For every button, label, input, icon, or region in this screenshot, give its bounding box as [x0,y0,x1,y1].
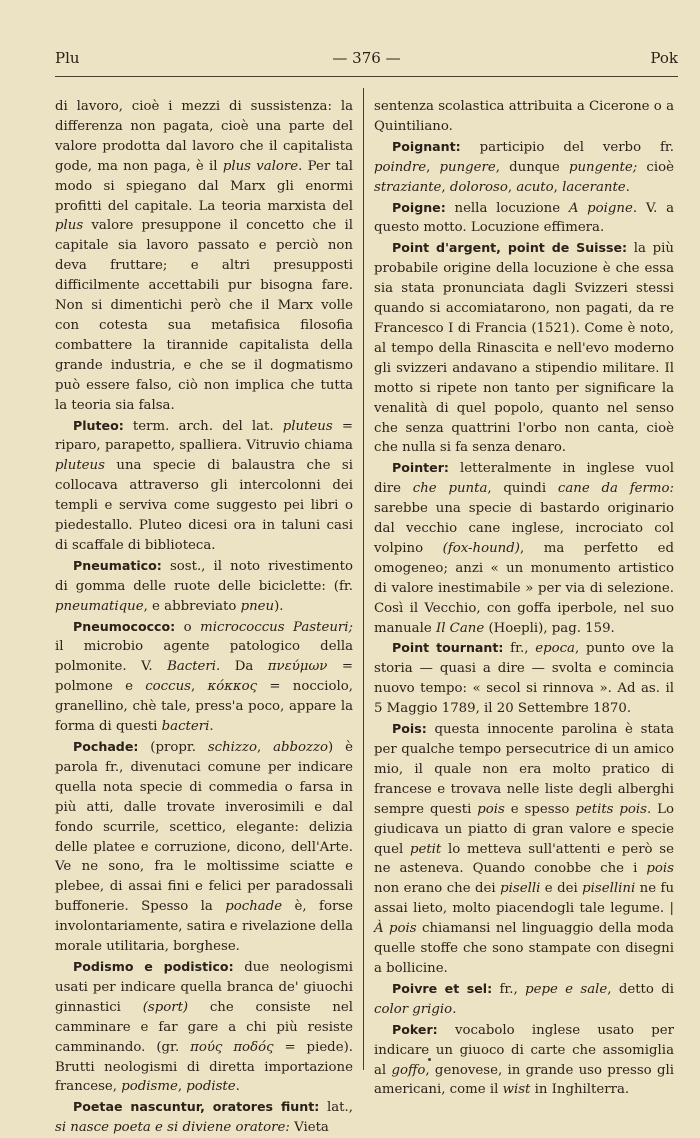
entry-headword: Pluteo: [73,417,124,433]
entry-definition: letteralmente in inglese vuol dire che punta, quindi cane da fermo: sarebbe una specie di bastardo originario dal vecchio cane inglese, incrociato col volpino (fox-hound), ma perfetto ed omogeneo; anzi « un monumento artistico di valore inestimabile » per via di selezione. Così il Vecchio, con goffa iperbole, nel suo manuale Il Cane (Hoepli), pag. 159. [374,461,674,636]
entry-headword: Pointer: [392,460,449,476]
dictionary-entry [55,1097,353,1138]
entry-definition: vocabolo inglese usato per indicare un giuoco di carte che assomiglia al goffo, genovese, in grande uso presso gli americani, come il wist in Inghilterra. [374,1022,674,1098]
dictionary-entry [374,638,674,719]
header-rule [55,76,678,77]
entry-headword: Pois: [392,721,427,737]
entry-definition: fr., epoca, punto ove la storia — quasi a dire — svolta e comincia nuovo tempo: « secol si rinnova ». Ad as. il 5 Maggio 1789, il 20 Settembre 1870. [374,641,674,717]
dictionary-entry [374,979,674,1020]
page-speck [428,1058,431,1061]
header-right-guideword: Pok [650,49,678,67]
left-column [55,97,354,1136]
page-number: — 376 — [332,49,401,67]
entry-headword: Poker: [392,1021,438,1037]
header-left-guideword: Plu [55,49,80,67]
dictionary-entry [55,957,353,1097]
dictionary-entry [55,617,353,737]
entry-headword: Podismo e podistico: [73,958,234,974]
entry-headword: Point tournant: [392,640,504,656]
entry-continuation [374,97,674,137]
entry-headword: Point d'argent, point de Suisse: [392,240,628,256]
dictionary-entry [55,416,353,556]
dictionary-entry [374,1020,674,1101]
entry-headword: Poignant: [392,138,461,154]
dictionary-entry [55,556,353,617]
running-header [55,46,678,70]
entry-definition: lat., si nasce poeta e si diviene oratore: Vieta [55,1100,353,1136]
dictionary-entry [374,137,674,198]
entry-definition: (propr. schizzo, abbozzo) è parola fr., divenutaci comune per indicare quella nota specie di commedia o farsa in più atti, dalle trovate inverosimili e dal fondo scurrile, scettico, elegante: delizia delle platee e corruzione, dicono, dell'Arte. Ve ne sono, fra le moltissime sciatte e plebee, di assai fini e felici per paradossali buffonerie. Spesso la pochade è, forse involontariamente, satira e rivelazione della morale utilitaria, borghese. [55,740,354,955]
dictionary-entry [374,719,674,979]
entry-definition: di lavoro, cioè i mezzi di sussistenza: la differenza non pagata, cioè una parte del valore prodotta dal lavoro che il capitalista gode, ma non paga, è il plus valore. Per tal modo si spiegano dal Marx gli enormi profitti del capitale. La teoria marxista del plus valore presuppone il concetto che il capitale sia lavoro passato e perciò non deva fruttare; e altri presupposti difficilmente accettabili pur bisogna fare. Non si dimentichi però che il Marx volle con cotesta sua metafisica filosofia combattere la tirannide capitalista della grande industria, e che se il dogmatismo può essere falso, ciò non implica che tutta la teoria sia falsa. [55,99,353,413]
entry-headword: Pochade: [73,739,139,754]
dictionary-entry [374,198,674,239]
entry-definition: o micrococcus Pasteuri; il microbio agente patologico della polmonite. V. Bacteri. Da πνεύμων = polmone e coccus, κόκκος = nocciolo, granellino, chè tale, press'a poco, appare la forma di questi bacteri. [55,619,353,735]
dictionary-entry [374,238,674,458]
entry-headword: Poivre et sel: [392,980,493,996]
entry-definition: participio del verbo fr. poindre, pungere, dunque pungente; cioè straziante, doloroso, acuto, lacerante. [374,139,674,195]
entry-definition: la più probabile origine della locuzione è che essa sia stata pronunciata dagli Svizzeri stessi quando si accomiatarono, non pagati, da re Francesco I di Francia (1521). Come è noto, al tempo della Rinascita e nell'evo moderno gli svizzeri andavano a stipendio militare. Il motto si ripete non tanto per significare la venalità di quel popolo, quanto nel senso che senza quattrini l'orbo non canta, cioè che nulla si fa senza denaro. [374,241,674,456]
entry-definition: fr., pepe e sale, detto di color grigio. [374,981,674,1017]
dictionary-entry [374,458,674,638]
entry-continuation [55,97,353,416]
entry-definition: sost., il noto rivestimento di gomma delle ruote delle biciclette: (fr. pneumatique, e abbreviato pneu). [55,558,353,614]
entry-definition: sentenza scolastica attribuita a Cicerone o a Quintiliano. [374,99,674,134]
entry-headword: Pneumococco: [73,618,176,634]
dictionary-entry [55,737,353,957]
entry-definition: nella locuzione A poigne. V. a questo motto. Locuzione effimera. [374,200,675,236]
right-column [374,97,675,1098]
entry-definition: due neologismi usati per indicare quella branca de' giuochi ginnastici (sport) che consiste nel camminare e far gare a chi più resiste camminando. (gr. πούς ποδός = piede). Brutti neologismi di diretta importazione francese, podisme, podiste. [55,959,354,1095]
entry-definition: term. arch. del lat. pluteus = riparo, parapetto, spalliera. Vitruvio chiama pluteus una specie di balaustra che si collocava attraverso gli intercolonni dei templi e serviva come suggesto pei libri o piedestallo. Pluteo dicesi ora in taluni casi di scaffale di biblioteca. [55,418,353,553]
entry-headword: Poetae nascuntur, oratores fiunt: [73,1099,320,1115]
entry-definition: questa innocente parolina è stata per qualche tempo persecutrice di un amico mio, il quale non era molto pratico di francese e trovava nelle liste degli alberghi sempre questi pois e spesso petits pois. Lo giudicava un piatto di gran valore e specie quel petit lo metteva sull'attenti e però se ne asteneva. Quando conobbe che i pois non erano che dei piselli e dei pisellini ne fu assai lieto, molto piacendogli tale legume. | À pois chiamansi nel linguaggio della moda quelle stoffe che sono stampate con disegni a bollicine. [374,722,675,976]
entry-headword: Poigne: [392,199,446,215]
column-divider [363,88,364,1070]
entry-headword: Pneumatico: [73,557,162,573]
